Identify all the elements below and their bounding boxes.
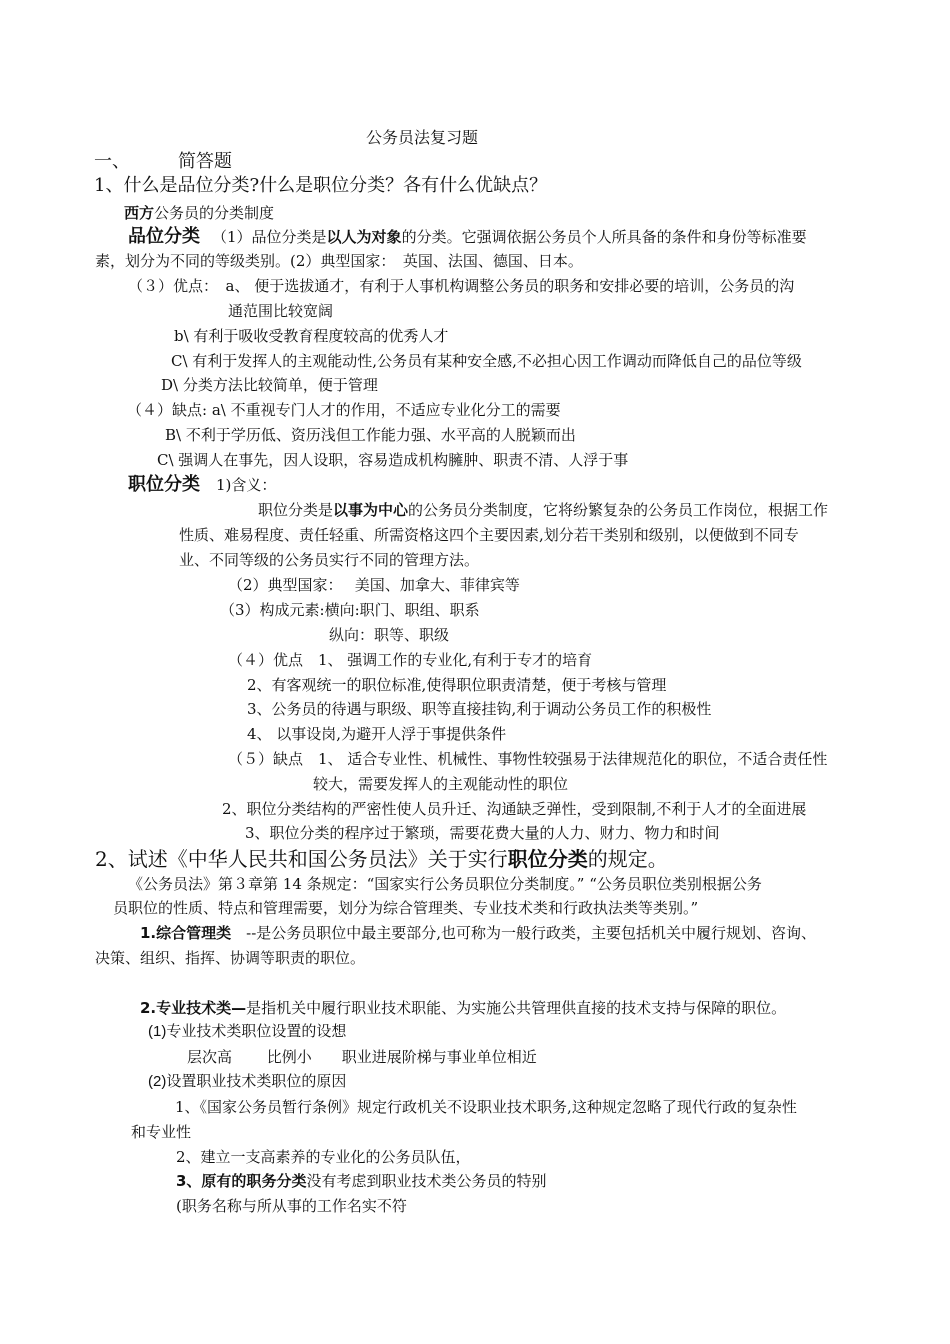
rank-dis-c: C\ 强调人在事先，因人设职，容易造成机构臃肿、职责不清、人浮于事 xyxy=(157,451,629,469)
page-title: 公务员法复习题 xyxy=(366,128,479,147)
pos-dis-1b: 较大，需要发挥人的主观能动性的职位 xyxy=(313,775,569,793)
category-1 xyxy=(140,923,816,943)
section-number: 一、 xyxy=(94,151,130,172)
cat2-bold: 2.专业技术类— xyxy=(140,999,247,1017)
rank-adv-d: D\ 分类方法比较简单，便于管理 xyxy=(161,376,378,394)
pos-adv-1: （４）优点 1、 强调工作的专业化,有利于专才的培育 xyxy=(228,651,593,669)
rank-def-post: 的分类。它强调依据公务员个人所具备的条件和身份等标准要 xyxy=(401,228,807,246)
pos-heading: 职位分类 xyxy=(128,474,200,495)
reason-1-line1: 1、《国家公务员暂行条例》规定行政机关不设职业技术职务,这种规定忽略了现代行政的复杂性 xyxy=(175,1098,797,1116)
rank-adv-b: b\ 有利于吸收受教育程度较高的优秀人才 xyxy=(174,327,449,345)
rank-adv-a-line2: 通范围比较宽阔 xyxy=(228,302,334,320)
rank-def-pre: （1）品位分类是 xyxy=(212,228,327,246)
reason3-bold: 3、原有的职务分类 xyxy=(176,1172,307,1190)
pos-elements: （3）构成元素:横向:职门、职组、职系 xyxy=(220,601,480,619)
q2-heading-bold: 职位分类 xyxy=(507,847,588,871)
rank-dis-a: （４）缺点: a\ 不重视专门人才的作用，不适应专业化分工的需要 xyxy=(127,401,561,419)
reason-3-note: (职务名称与所从事的工作名实不符 xyxy=(176,1197,407,1215)
question-2-heading xyxy=(95,847,668,871)
pos-adv-2: 2、有客观统一的职位标准,使得职位职责清楚，便于考核与管理 xyxy=(247,676,667,694)
pos-dis-3: 3、职位分类的程序过于繁琐，需要花费大量的人力、财力、物力和时间 xyxy=(245,824,720,842)
pos-adv-3: 3、公务员的待遇与职级、职等直接挂钩,利于调动公务员工作的积极性 xyxy=(247,700,712,718)
section-label: 简答题 xyxy=(178,151,232,172)
pos-def-label: 1)含义： xyxy=(216,476,277,494)
rank-def-line2: 素，划分为不同的等级类别。(2）典型国家： 英国、法国、德国、日本。 xyxy=(95,252,583,270)
law-line1: 《公务员法》第３章第 14 条规定：“国家实行公务员职位分类制度。” “公务员职位类别根据公务 xyxy=(128,875,762,893)
reason-2: 2、建立一支高素养的专业化的公务员队伍， xyxy=(176,1148,471,1166)
question-1: 1、什么是品位分类?什么是职位分类？各有什么优缺点？ xyxy=(94,175,548,196)
pos-adv-4: 4、 以事设岗,为避开人浮于事提供条件 xyxy=(247,725,507,743)
pos-def-post: 的公务员分类制度，它将纷繁复杂的公务员工作岗位，根据工作 xyxy=(408,501,829,519)
rank-adv-a-line1: （３）优点： a、 便于选拔通才，有利于人事机构调整公务员的职务和安排必要的培训，公务员的沟 xyxy=(128,277,795,295)
cat1-line2: 决策、组织、指挥、协调等职责的职位。 xyxy=(95,949,366,967)
reason-3 xyxy=(176,1171,546,1191)
cat2-sub1: (1)专业技术类职位设置的设想 xyxy=(148,1023,347,1040)
reason3-rest: 没有考虑到职业技术类公务员的特别 xyxy=(306,1172,547,1190)
cat2-sub2: (2)设置职业技术类职位的原因 xyxy=(148,1073,347,1090)
rank-def-bold: 以人为对象 xyxy=(326,228,402,246)
pos-vertical: 纵向：职等、职级 xyxy=(329,626,450,644)
west-classification-line xyxy=(124,203,274,223)
pos-def-pre: 职位分类是 xyxy=(258,501,334,519)
pos-def-line1 xyxy=(258,500,828,520)
pos-dis-1a: （５）缺点 1、 适合专业性、机械性、事物性较强易于法律规范化的职位，不适合责任性 xyxy=(228,750,828,768)
law-line2: 员职位的性质、特点和管理需要，划分为综合管理类、专业技术类和行政执法类等类别。” xyxy=(113,899,699,917)
pos-def-line3: 业、不同等级的公务员实行不同的管理方法。 xyxy=(179,551,480,569)
cat1-bold: 1.综合管理类 xyxy=(140,924,232,942)
pos-countries: （2）典型国家： 美国、加拿大、菲律宾等 xyxy=(228,576,520,594)
position-classification-heading xyxy=(128,475,276,495)
rank-classification-definition xyxy=(128,227,807,247)
west-rest: 公务员的分类制度 xyxy=(154,204,275,222)
rank-adv-c: C\ 有利于发挥人的主观能动性,公务员有某种安全感,不必担心因工作调动而降低自己的品位等级 xyxy=(171,352,802,370)
cat2-sub1-items: 层次高 比例小 职业进展阶梯与事业单位相近 xyxy=(187,1048,537,1066)
rank-heading: 品位分类 xyxy=(128,226,200,247)
category-2 xyxy=(140,998,786,1018)
pos-dis-2: 2、职位分类结构的严密性使人员升迁、沟通缺乏弹性，受到限制,不利于人才的全面进展 xyxy=(222,800,807,818)
pos-def-line2: 性质、难易程度、责任轻重、所需资格这四个主要因素,划分若干类别和级别，以便做到不同专 xyxy=(179,526,799,544)
q2-heading-post: 的规定。 xyxy=(587,847,668,871)
q2-heading-pre: 2、试述《中华人民共和国公务员法》关于实行 xyxy=(95,847,508,871)
section-heading xyxy=(94,152,232,172)
rank-dis-b: B\ 不利于学历低、资历浅但工作能力强、水平高的人脱颖而出 xyxy=(165,426,576,444)
cat2-rest: 是指机关中履行职业技术职能、为实施公共管理供直接的技术支持与保障的职位。 xyxy=(246,999,787,1017)
cat1-rest: --是公务员职位中最主要部分,也可称为一般行政类，主要包括机关中履行规划、咨询、 xyxy=(231,924,817,942)
reason-1-line2: 和专业性 xyxy=(131,1123,192,1141)
pos-def-bold: 以事为中心 xyxy=(333,501,409,519)
west-bold: 西方 xyxy=(124,204,155,222)
